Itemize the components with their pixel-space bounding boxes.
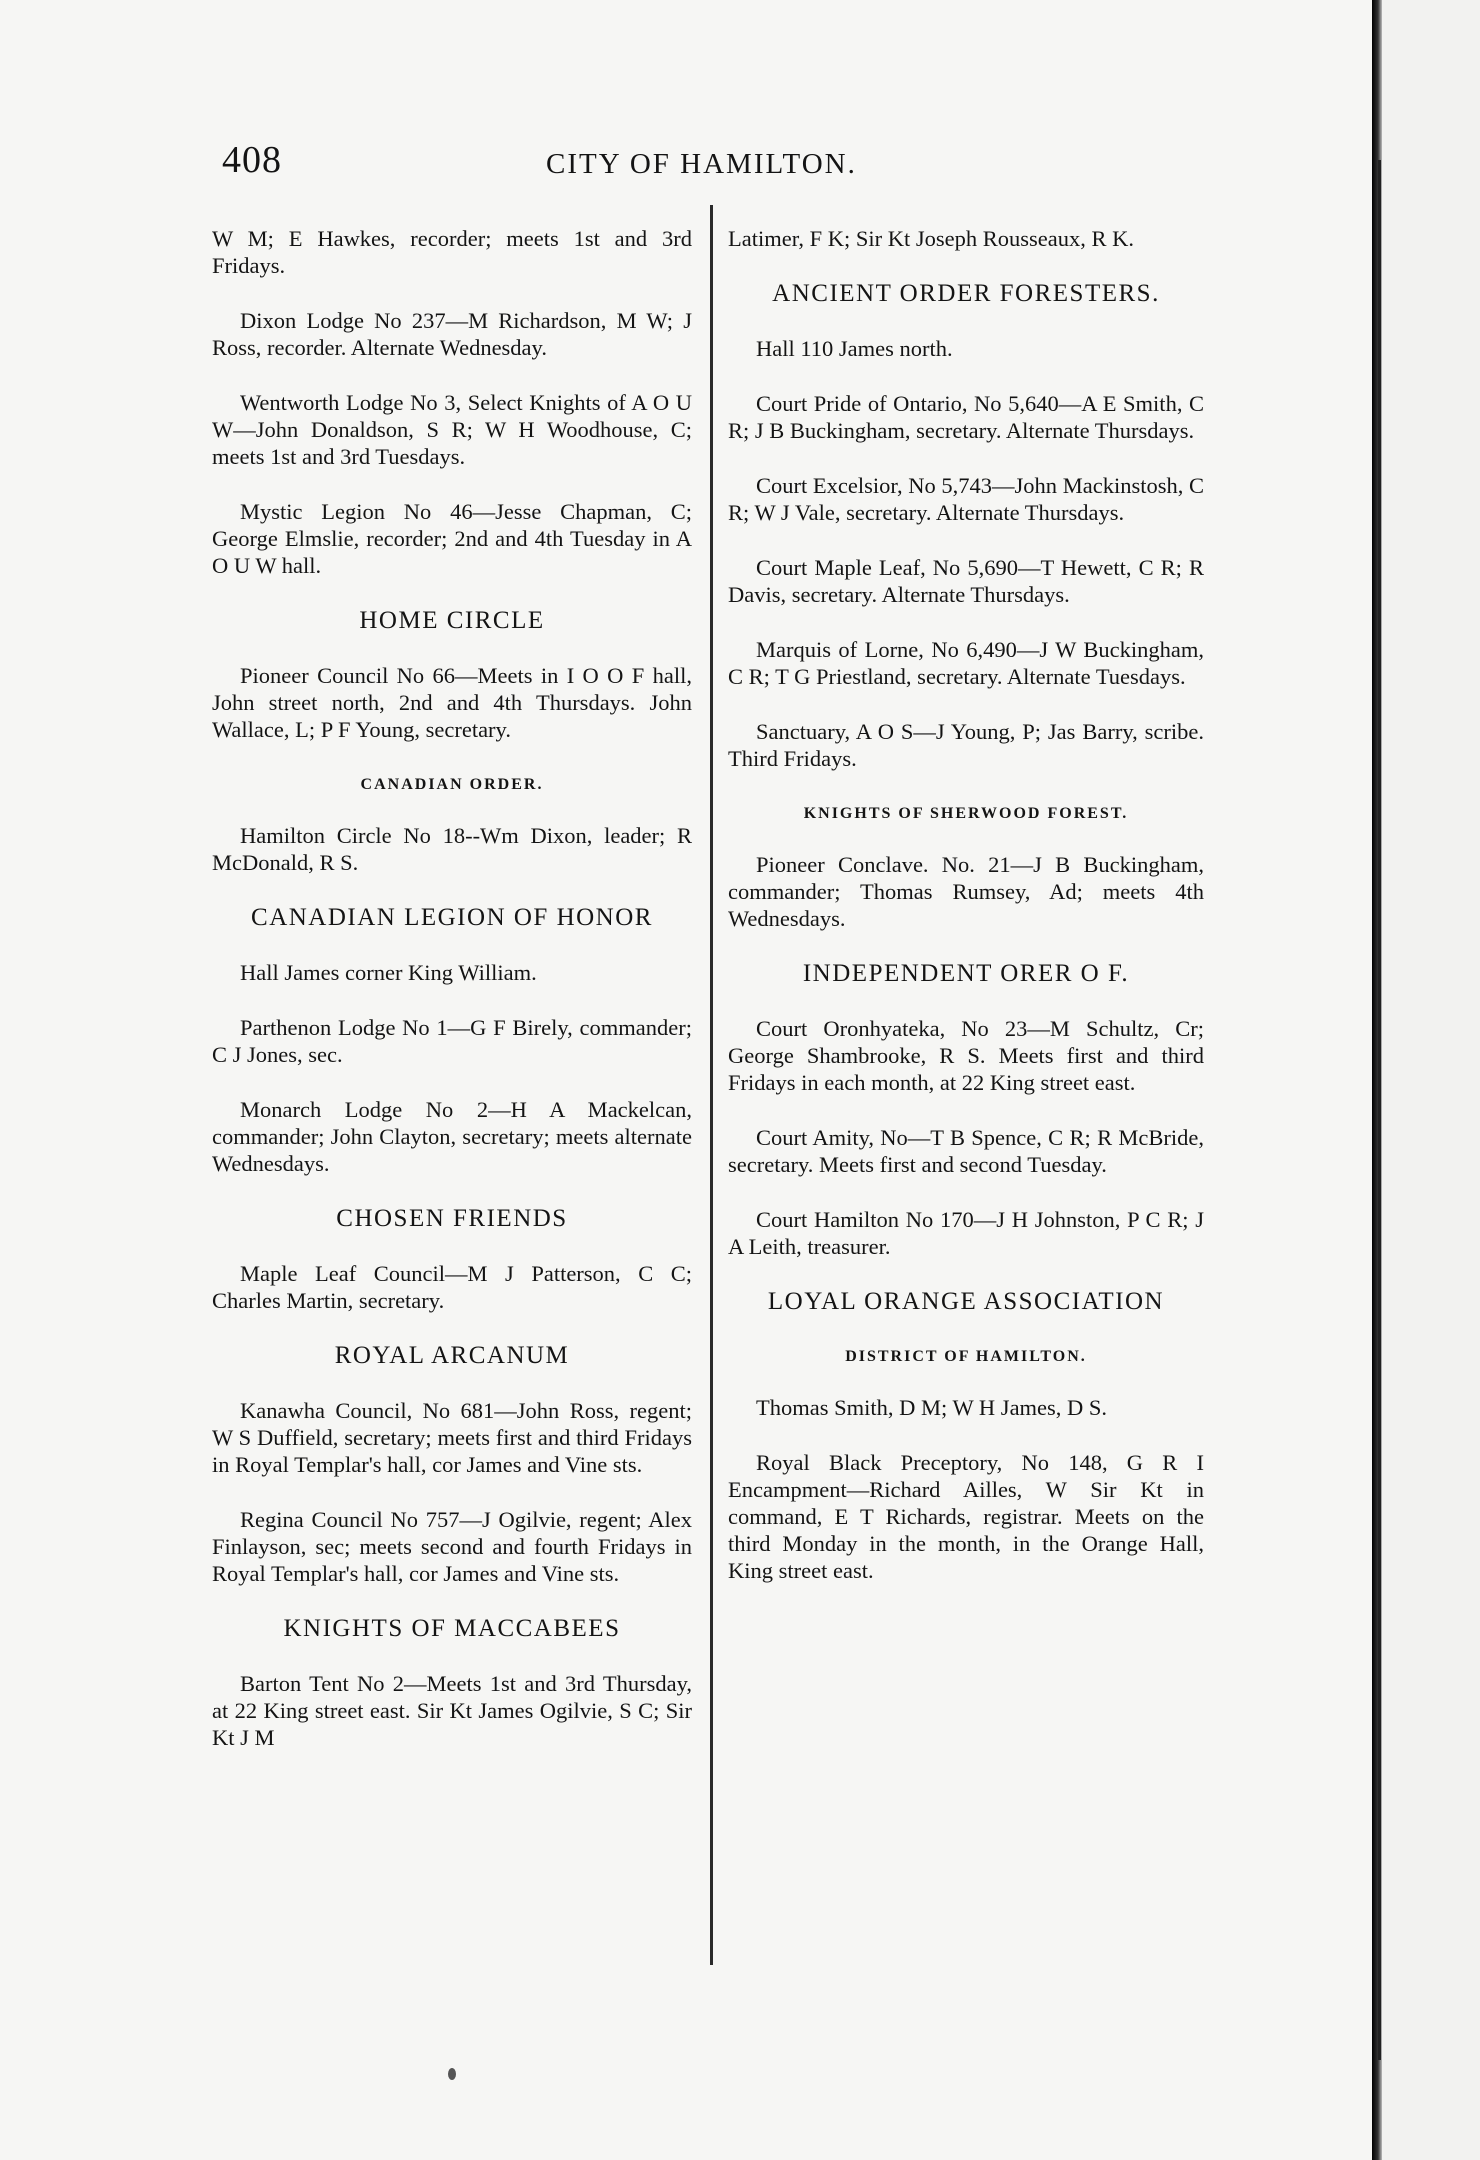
section-heading: LOYAL ORANGE ASSOCIATION	[767, 1288, 1165, 1315]
section-heading: KNIGHTS OF MACCABEES	[283, 1615, 621, 1642]
page-header	[210, 128, 910, 188]
directory-entry: Maple Leaf Council—M J Patterson, C C; Charles Martin, secretary.	[212, 1261, 692, 1313]
directory-entry: Monarch Lodge No 2—H A Mackelcan, commander; John Clayton, secretary; meets alternate Wednesdays.	[212, 1097, 692, 1176]
next-page-edge	[1372, 0, 1480, 2160]
directory-entry: Court Hamilton No 170—J H Johnston, P C R; J A Leith, treasurer.	[728, 1207, 1204, 1259]
directory-entry: Sanctuary, A O S—J Young, P; Jas Barry, scribe. Third Fridays.	[728, 719, 1204, 771]
directory-entry: Hall 110 James north.	[756, 336, 953, 361]
directory-entry: Court Amity, No—T B Spence, C R; R McBride, secretary. Meets first and second Tuesday.	[728, 1125, 1204, 1177]
column-divider	[710, 205, 713, 1965]
page-edge-line	[1378, 160, 1381, 2060]
section-heading: HOME CIRCLE	[359, 607, 545, 634]
section-subheading: DISTRICT OF HAMILTON.	[845, 1348, 1087, 1365]
directory-entry: Parthenon Lodge No 1—G F Birely, commander; C J Jones, sec.	[212, 1015, 692, 1067]
page-number: 408	[222, 139, 282, 181]
directory-entry: Barton Tent No 2—Meets 1st and 3rd Thursday, at 22 King street east. Sir Kt James Ogilvie, S C; Sir Kt J M	[212, 1671, 692, 1750]
ink-speck	[448, 2068, 456, 2080]
section-heading: CHOSEN FRIENDS	[336, 1205, 568, 1232]
section-heading: ROYAL ARCANUM	[334, 1342, 570, 1369]
left-column	[212, 225, 692, 1779]
running-title: CITY OF HAMILTON.	[546, 148, 857, 180]
section-heading: INDEPENDENT ORER O F.	[802, 960, 1130, 987]
directory-entry: Thomas Smith, D M; W H James, D S.	[756, 1395, 1108, 1420]
directory-entry: Pioneer Conclave. No. 21—J B Buckingham, commander; Thomas Rumsey, Ad; meets 4th Wednesdays.	[728, 852, 1204, 931]
directory-entry: Regina Council No 757—J Ogilvie, regent; Alex Finlayson, sec; meets second and fourth Fridays in Royal Templar's hall, cor James and Vine sts.	[212, 1507, 692, 1586]
section-subheading: KNIGHTS OF SHERWOOD FOREST.	[803, 805, 1129, 822]
directory-entry: Marquis of Lorne, No 6,490—J W Buckingham, C R; T G Priestland, secretary. Alternate Tuesdays.	[728, 637, 1204, 689]
directory-entry: Kanawha Council, No 681—John Ross, regent; W S Duffield, secretary; meets first and third Fridays in Royal Templar's hall, cor James and Vine sts.	[212, 1398, 692, 1477]
directory-entry: Mystic Legion No 46—Jesse Chapman, C; George Elmslie, recorder; 2nd and 4th Tuesday in A O U W hall.	[212, 499, 692, 578]
right-column	[728, 225, 1204, 1612]
directory-entry: Dixon Lodge No 237—M Richardson, M W; J Ross, recorder. Alternate Wednesday.	[212, 308, 692, 360]
section-heading: ANCIENT ORDER FORESTERS.	[772, 280, 1160, 307]
directory-entry: Court Maple Leaf, No 5,690—T Hewett, C R; R Davis, secretary. Alternate Thursdays.	[728, 555, 1204, 607]
directory-entry: Wentworth Lodge No 3, Select Knights of A O U W—John Donaldson, S R; W H Woodhouse, C; meets 1st and 3rd Tuesdays.	[212, 390, 692, 469]
directory-entry: Court Pride of Ontario, No 5,640—A E Smith, C R; J B Buckingham, secretary. Alternate Thursdays.	[728, 391, 1204, 443]
directory-entry: Court Excelsior, No 5,743—John Mackinstosh, C R; W J Vale, secretary. Alternate Thursdays.	[728, 473, 1204, 525]
section-subheading: CANADIAN ORDER.	[360, 776, 544, 793]
continued-entry: Latimer, F K; Sir Kt Joseph Rousseaux, R K.	[728, 226, 1134, 251]
directory-entry: Pioneer Council No 66—Meets in I O O F hall, John street north, 2nd and 4th Thursdays. John Wallace, L; P F Young, secretary.	[212, 663, 692, 742]
directory-entry: Court Oronhyateka, No 23—M Schultz, Cr; George Shambrooke, R S. Meets first and third Fridays in each month, at 22 King street east.	[728, 1016, 1204, 1095]
directory-entry: Hamilton Circle No 18--Wm Dixon, leader; R McDonald, R S.	[212, 823, 692, 875]
continued-entry: W M; E Hawkes, recorder; meets 1st and 3rd Fridays.	[212, 226, 692, 278]
directory-entry: Hall James corner King William.	[240, 960, 537, 985]
section-heading: CANADIAN LEGION OF HONOR	[251, 904, 653, 931]
directory-entry: Royal Black Preceptory, No 148, G R I Encampment—Richard Ailles, W Sir Kt in command, E T Richards, registrar. Meets on the third Monday in the month, in the Orange Hall, King street east.	[728, 1450, 1204, 1583]
